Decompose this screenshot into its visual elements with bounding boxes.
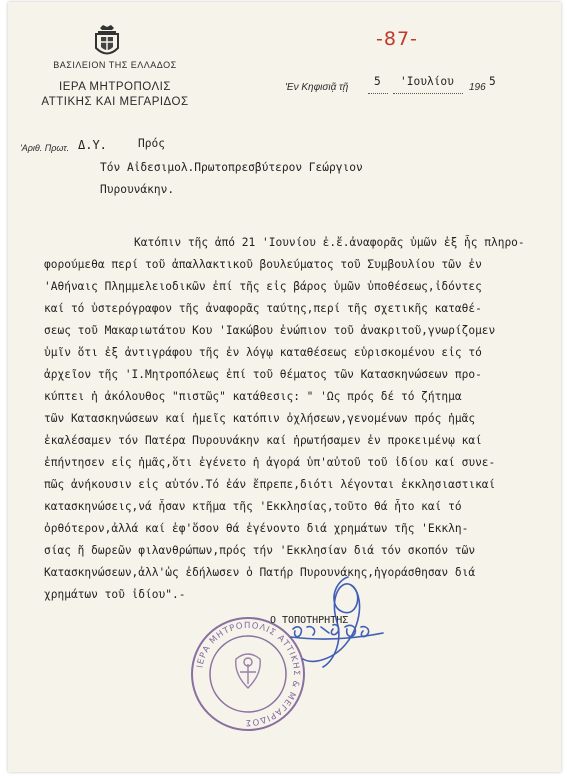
metropolis-heading-line2: ΑΤΤΙΚΗΣ ΚΑΙ ΜΕΓΑΡΙΔΟΣ: [41, 96, 189, 108]
body-line: ἐπήντησεν εἰς ἡμᾶς,ὅτι ἐγένετο ἡ ἀγορά ὑπ'αὐτοῦ τοῦ ἰδίου καί συνε-: [44, 456, 496, 469]
body-line: κύπτει ἡ ἀκόλουθος "πιστῶς" κατάθεσις: " 'Ως πρός δέ τό ζήτημα: [44, 390, 462, 403]
body-line: καί τό ὑστερόγραφον τῆς ἀναφορᾶς ταύτης,περί τῆς σχετικῆς καταθέ-: [44, 302, 482, 315]
body-line: 'Αθήναις Πλημμελειοδικῶν ἐπί τῆς εἰς βάρος ὑμῶν ὑποθέσεως,ἰδόντες: [44, 280, 482, 293]
date-day: 5: [374, 75, 381, 88]
body-line: ἀρχεῖον τῆς 'Ι.Μητροπόλεως ἐπί τοῦ θέματος τῶν Κατασκηνώσεων προ-: [44, 368, 482, 381]
recipient-pros: Πρός: [138, 137, 165, 150]
royal-coat-of-arms-icon: [92, 24, 122, 60]
closing-title: Ο ΤΟΠΟΤΗΡΗΤΗΣ: [270, 615, 349, 626]
date-month: 'Ιουλίου: [400, 75, 454, 88]
letter-page: [8, 2, 561, 772]
body-line: σεως τοῦ Μακαριωτάτου Κου 'Ιακώβου ἐνώπιον τοῦ ἀνακριτοῦ,γνωρίζομεν: [44, 324, 496, 337]
page-number: -87-: [376, 28, 418, 50]
body-line: τῶν Κατασκηνώσεων καί ἡμεῖς κατόπιν ὀχλήσεων,γενομένων πρός ἡμᾶς: [44, 412, 476, 425]
handwritten-signature: [233, 567, 403, 687]
dateline-place: 'Εν Κηφισιᾷ τῇ: [285, 82, 349, 93]
body-line: Κατόπιν τῆς ἀπό 21 'Ιουνίου ἐ.ἔ.ἀναφορᾶς ὑμῶν ἐξ ἧς πληρο-: [134, 236, 525, 249]
date-day-dotline: [368, 93, 388, 94]
recipient-line1: Τόν Αἰδεσιμολ.Πρωτοπρεσβύτερον Γεώργιον: [100, 161, 363, 174]
body-line: ἐκαλέσαμεν τόν Πατέρα Πυρουνάκην καί ἠρωτήσαμεν ἐν προκειμένῳ καί: [44, 434, 482, 447]
body-line: σίας ἤ δωρεῶν φιλανθρώπων,πρός τήν 'Εκκλησίαν διά τόν σκοπόν τῶν: [44, 544, 476, 557]
kingdom-heading: ΒΑΣΙΛΕΙΟΝ ΤΗΣ ΕΛΛΑΔΟΣ: [53, 60, 177, 70]
body-line: χρημάτων τοῦ ἰδίου".-: [44, 588, 186, 601]
protocol-label: 'Αριθ. Πρωτ.: [20, 143, 70, 153]
stamp-ring-text: ΙΕΡΑ ΜΗΤΡΟΠΟΛΙΣ ΑΤΤΙΚΗΣ & ΜΕΓΑΡΙΔΟΣ: [195, 620, 302, 728]
body-line: πῶς ἀνήκουσιν εἰς αὐτόν.Τό ἐάν ἔπρεπε,διότι λέγονται ἐκκλησιαστικαί: [44, 478, 496, 491]
body-line: κατασκηνώσεις,νά ἦσαν κτῆμα τῆς 'Εκκλησίας,τοῦτο θά ἦτο καί τό: [44, 500, 462, 513]
protocol-value: Δ.Υ.: [78, 138, 107, 152]
recipient-line2: Πυρουνάκην.: [100, 183, 175, 196]
body-line: φορούμεθα περί τοῦ ἀπαλλακτικοῦ βουλεύματος τοῦ Συμβουλίου τῶν ἐν: [44, 258, 482, 271]
metropolis-heading-line1: ΙΕΡΑ ΜΗΤΡΟΠΟΛΙΣ: [59, 81, 171, 93]
body-line: ὑμῖν ὅτι ἐξ ἀντιγράφου τῆς ἐν λόγῳ καταθέσεως εὑρισκομένου εἰς τό: [44, 346, 482, 359]
date-month-dotline: [393, 93, 463, 94]
body-line: Κατασκηνώσεων,ἀλλ'ὡς ἐδήλωσεν ὁ Πατήρ Πυρουνάκης,ἠγοράσθησαν διά: [44, 566, 476, 579]
body-line: ὀρθότερον,ἀλλά καί ἐφ'ὅσον θά ἐγένοντο διά χρημάτων τῆς 'Εκκλη-: [44, 522, 469, 535]
date-year-prefix: 196: [469, 82, 486, 93]
date-year-suffix: 5: [489, 75, 496, 88]
